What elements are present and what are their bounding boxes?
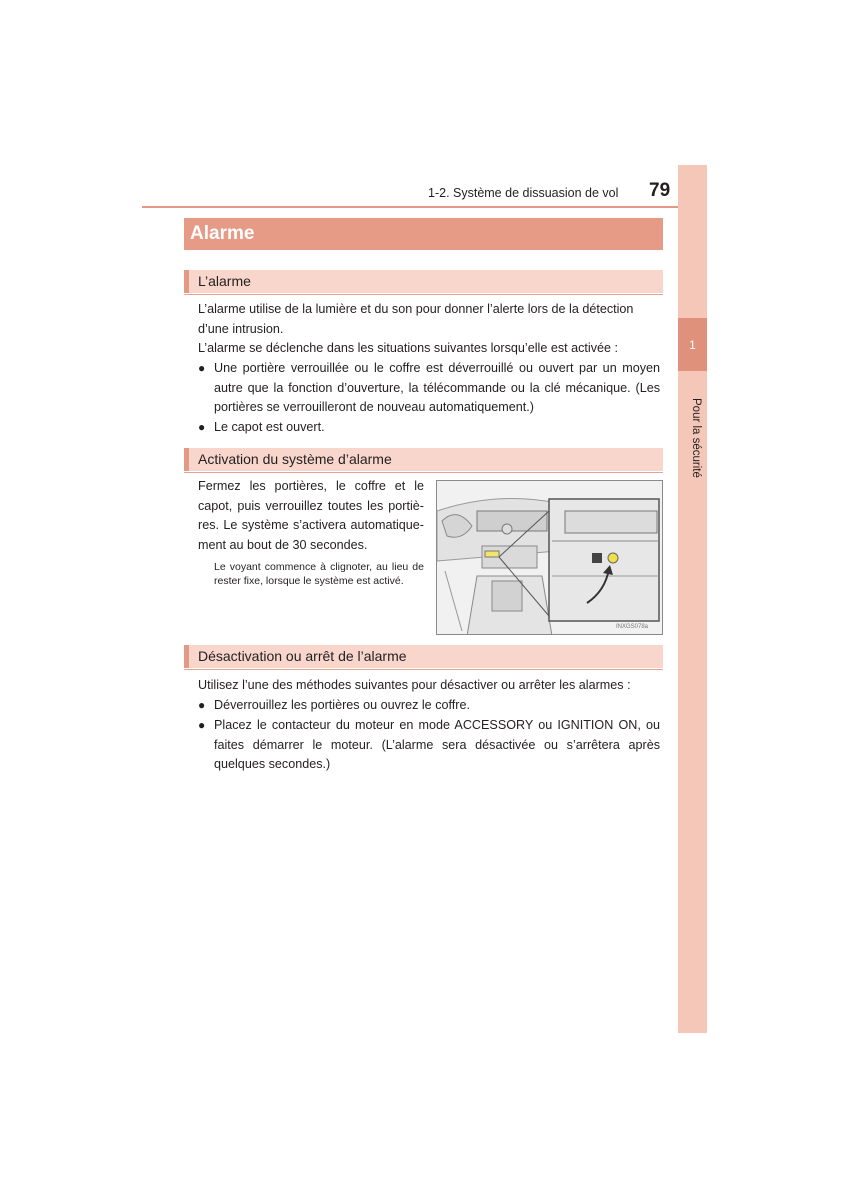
- list-item-text: Placez le contacteur du moteur en mode ACCESSORY ou IGNITION ON, ou faites démarrer le moteur. (L’alarme sera désactivée ou s’arrêtera après quelques secondes.): [214, 718, 660, 771]
- dashboard-illustration: [436, 480, 663, 635]
- list-item: [198, 696, 660, 716]
- list-item-text: Déverrouillez les portières ou ouvrez le coffre.: [214, 698, 470, 712]
- running-header: 1-2. Système de dissuasion de vol: [428, 186, 619, 200]
- section-heading-activation: [184, 448, 663, 471]
- bullet-icon: ●: [198, 718, 206, 732]
- note-text: Le voyant commence à clignoter, au lieu de rester fixe, lorsque le système est activé.: [214, 561, 424, 587]
- list-item: [198, 359, 660, 418]
- main-heading-bar: [184, 218, 663, 250]
- list-item: [198, 716, 660, 775]
- paragraph: Utilisez l’une des méthodes suivantes pour désactiver ou arrêter les alarmes :: [198, 678, 631, 692]
- bullet-icon: ●: [198, 361, 206, 375]
- section-heading-alarm: [184, 270, 663, 293]
- bullet-icon: ●: [198, 698, 206, 712]
- list-item-text: Le capot est ouvert.: [214, 420, 325, 434]
- illustration-code: INXGS078a: [616, 624, 649, 630]
- paragraph: Fermez les portières, le coffre et le capot, puis verrouillez toutes les portiè-res. Le système s’activera automatique-ment au bout de 30 secondes.: [198, 479, 424, 552]
- paragraph: L’alarme utilise de la lumière et du son pour donner l’alerte lors de la détection d’une intrusion.: [198, 302, 634, 336]
- main-heading: Alarme: [190, 223, 255, 244]
- header-rule: [142, 206, 707, 208]
- dashboard-drawing: [437, 481, 663, 635]
- chapter-side-tab: [678, 165, 707, 1033]
- bullet-icon: ●: [198, 420, 206, 434]
- page-number: 79: [649, 180, 671, 201]
- section-title: L’alarme: [198, 273, 251, 289]
- paragraph: L’alarme se déclenche dans les situations suivantes lorsqu’elle est activée :: [198, 341, 619, 355]
- list-item-text: Une portière verrouillée ou le coffre est déverrouillé ou ouvert par un moyen autre que la fonction d’ouverture, la télécommande ou la clé mécanique. (Les portières se verrouilleront de nouveau automatiquement.): [214, 361, 660, 414]
- section-heading-deactivation: [184, 645, 663, 668]
- section-title: Désactivation ou arrêt de l’alarme: [198, 648, 407, 664]
- chapter-number: 1: [678, 318, 707, 371]
- list-item: [198, 418, 660, 438]
- chapter-label: Pour la sécurité: [690, 398, 702, 478]
- section-title: Activation du système d’alarme: [198, 451, 392, 467]
